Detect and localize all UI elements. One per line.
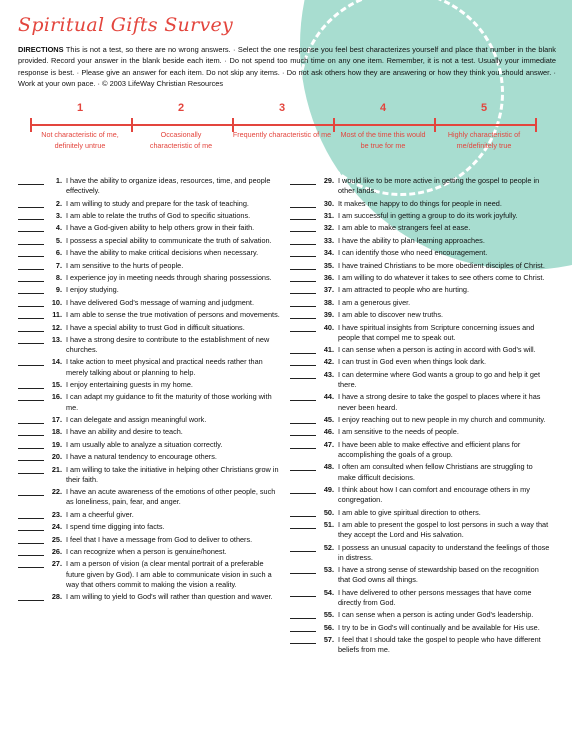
item-text: I am able to make strangers feel at ease. (338, 223, 471, 233)
item-text: I have a natural tendency to encourage others. (66, 452, 217, 462)
survey-item (18, 510, 280, 520)
answer-blank[interactable] (18, 448, 44, 449)
item-number: 34. (323, 248, 334, 258)
answer-blank[interactable] (18, 388, 44, 389)
item-text: I am successful in getting a group to do its work joyfully. (338, 210, 518, 220)
answer-blank[interactable] (18, 231, 44, 232)
item-text: I am attracted to people who are hurting. (338, 285, 470, 295)
item-number: 49. (323, 485, 334, 495)
item-text: I have the ability to plan learning approaches. (338, 235, 485, 245)
item-text: I experience joy in meeting needs through sharing possessions. (66, 272, 272, 282)
answer-blank[interactable] (290, 516, 316, 517)
item-text: I have an ability and desire to teach. (66, 427, 183, 437)
scale-number-3: 3 (278, 102, 286, 114)
survey-item (18, 248, 280, 258)
survey-item (290, 211, 552, 221)
item-number: 8. (55, 272, 62, 282)
survey-item (290, 520, 552, 540)
item-text: I am a person of vision (a clear mental portrait of a preferable future given by God). I am able to communicate vision in such a way that others commit to making the vision a reality. (66, 559, 272, 589)
item-number: 55. (323, 610, 334, 620)
item-text: I can delegate and assign meaningful work. (66, 415, 207, 425)
item-number: 48. (323, 462, 334, 472)
answer-blank[interactable] (18, 400, 44, 401)
survey-item (18, 236, 280, 246)
survey-item (18, 392, 280, 412)
survey-item (290, 635, 552, 655)
item-text: I often am consulted when fellow Christians are struggling to make difficult decisions. (338, 462, 533, 482)
survey-item (290, 370, 552, 390)
item-text: I can sense when a person is acting under God's leadership. (338, 610, 534, 620)
item-text: I have a God-given ability to help others grow in their faith. (66, 223, 255, 233)
item-number: 5. (55, 235, 62, 245)
item-text: I can identify those who need encouragement. (338, 248, 488, 258)
item-number: 41. (323, 345, 334, 355)
item-number: 27. (51, 559, 62, 569)
answer-blank[interactable] (290, 331, 316, 332)
item-text: I think about how I can comfort and encourage others in my congregation. (338, 485, 530, 505)
item-text: I am able to give spiritual direction to others. (338, 507, 481, 517)
item-text: I enjoy studying. (66, 285, 119, 295)
survey-item (18, 440, 280, 450)
scale-label-3: Frequently characteristic of me (232, 130, 332, 139)
item-number: 2. (55, 198, 62, 208)
answer-blank[interactable] (18, 219, 44, 220)
answer-blank[interactable] (18, 473, 44, 474)
item-number: 12. (51, 322, 62, 332)
survey-item (18, 522, 280, 532)
survey-item (18, 535, 280, 545)
survey-item (290, 236, 552, 246)
item-number: 47. (323, 439, 334, 449)
scale-label-4: Most of the time this would be true for me (340, 130, 426, 150)
answer-blank[interactable] (290, 528, 316, 529)
item-number: 11. (52, 310, 62, 320)
item-text: I can sense when a person is acting in accord with God's will. (338, 345, 536, 355)
answer-blank[interactable] (290, 400, 316, 401)
survey-item (290, 310, 552, 320)
item-text: I have a strong desire to take the gospel to places where it has never been heard. (338, 392, 541, 412)
item-number: 15. (51, 380, 62, 390)
item-number: 10. (51, 297, 62, 307)
item-text: I am a cheerful giver. (66, 509, 134, 519)
answer-blank[interactable] (290, 306, 316, 307)
answer-blank[interactable] (290, 435, 316, 436)
survey-item (290, 588, 552, 608)
answer-blank[interactable] (290, 573, 316, 574)
item-number: 42. (323, 357, 334, 367)
item-number: 20. (51, 452, 62, 462)
survey-item (18, 223, 280, 233)
item-text: I have spiritual insights from Scripture concerning issues and people that compel me to speak out. (338, 322, 535, 342)
item-text: I can adapt my guidance to fit the maturity of those working with me. (66, 392, 272, 412)
answer-blank[interactable] (18, 256, 44, 257)
item-text: I am willing to study and prepare for the task of teaching. (66, 198, 249, 208)
survey-item (18, 176, 280, 196)
item-text: I have a strong desire to contribute to the establishment of new churches. (66, 334, 270, 355)
survey-item (290, 345, 552, 355)
answer-blank[interactable] (290, 618, 316, 619)
scale-number-4: 4 (379, 102, 387, 114)
survey-item (290, 392, 552, 412)
item-number: 46. (323, 427, 334, 437)
item-number: 13. (51, 334, 62, 344)
answer-blank[interactable] (18, 281, 44, 282)
survey-item (18, 211, 280, 221)
item-number: 44. (323, 392, 334, 402)
answer-blank[interactable] (290, 244, 316, 245)
answer-blank[interactable] (290, 207, 316, 208)
item-number: 50. (323, 507, 334, 517)
item-text: I spend time digging into facts. (66, 522, 165, 532)
item-number: 9. (55, 285, 62, 295)
item-number: 24. (51, 522, 62, 532)
answer-blank[interactable] (18, 567, 44, 568)
item-text: I am able to relate the truths of God to specific situations. (66, 210, 251, 220)
answer-blank[interactable] (18, 460, 44, 461)
answer-blank[interactable] (290, 269, 316, 270)
survey-item (290, 357, 552, 367)
item-text: I am willing to yield to God's will rather than question and waver. (66, 592, 273, 602)
survey-item (290, 261, 552, 271)
item-number: 25. (51, 534, 62, 544)
item-number: 53. (323, 565, 334, 575)
item-number: 14. (51, 357, 62, 367)
answer-blank[interactable] (290, 219, 316, 220)
item-text: I am able to present the gospel to lost persons in such a way that they accept the Lord and His salvation. (338, 520, 549, 540)
answer-blank[interactable] (18, 293, 44, 294)
item-text: I am sensitive to the hurts of people. (66, 260, 184, 270)
answer-blank[interactable] (290, 493, 316, 494)
survey-item (18, 261, 280, 271)
scale-label-1: Not characteristic of me, definitely untrue (41, 130, 119, 150)
survey-item (18, 199, 280, 209)
answer-blank[interactable] (18, 318, 44, 319)
survey-item (290, 427, 552, 437)
directions-label: DIRECTIONS (18, 45, 64, 54)
item-number: 18. (51, 427, 62, 437)
item-text: I have the ability to organize ideas, resources, time, and people effectively. (66, 176, 271, 196)
answer-blank[interactable] (290, 596, 316, 597)
item-number: 3. (55, 210, 62, 220)
item-text: I am sensitive to the needs of people. (338, 427, 459, 437)
answer-blank[interactable] (290, 631, 316, 632)
answer-blank[interactable] (18, 269, 44, 270)
scale-label-5: Highly characteristic of me/definitely true (447, 130, 521, 150)
item-text: I enjoy reaching out to new people in my church and community. (338, 415, 546, 425)
survey-item (18, 310, 280, 320)
item-number: 33. (323, 235, 334, 245)
item-number: 16. (51, 392, 62, 402)
answer-blank[interactable] (290, 353, 316, 354)
item-text: I am willing to take the initiative in helping other Christians grow in their faith. (66, 464, 279, 484)
item-number: 43. (323, 369, 334, 379)
item-number: 32. (323, 223, 334, 233)
item-number: 51. (323, 520, 334, 530)
item-text: I have a special ability to trust God in difficult situations. (66, 322, 245, 332)
survey-item (290, 323, 552, 343)
item-text: I am usually able to analyze a situation correctly. (66, 439, 223, 449)
item-text: I am willing to do whatever it takes to see others come to Christ. (338, 272, 545, 282)
directions-text: This is not a test, so there are no wrong answers. · Select the one response you feel best characterizes yourself and place that number in the blank provided. Record your answer in the blank beside each item. · Do not spend too much time on any one item. Remember, it is not a test. Usually your immediate response is best. · Please give an answer for each item. Do not skip any items. · Do not ask others how they are answering or how they think you should answer. · Work at your own pace. · © 2003 LifeWay Christian Resources (18, 45, 556, 89)
item-text: I have delivered to other persons messages that have come directly from God. (338, 587, 532, 607)
item-number: 35. (323, 260, 334, 270)
items-column-left (18, 176, 280, 605)
item-text: I possess an unusual capacity to understand the feelings of those in distress. (338, 542, 550, 562)
scale-number-2: 2 (177, 102, 185, 114)
item-text: I can recognize when a person is genuine/honest. (66, 546, 227, 556)
survey-item (18, 415, 280, 425)
answer-blank[interactable] (18, 600, 44, 601)
item-number: 6. (55, 248, 62, 258)
answer-blank[interactable] (18, 518, 44, 519)
answer-blank[interactable] (290, 365, 316, 366)
survey-item (290, 285, 552, 295)
survey-item (18, 559, 280, 590)
survey-item (18, 452, 280, 462)
survey-item (18, 357, 280, 377)
item-number: 39. (323, 310, 334, 320)
survey-item (290, 623, 552, 633)
survey-item (290, 440, 552, 460)
rating-scale (30, 102, 540, 162)
answer-blank[interactable] (290, 318, 316, 319)
scale-number-5: 5 (480, 102, 488, 114)
answer-blank[interactable] (18, 331, 44, 332)
item-number: 29. (323, 176, 334, 185)
item-text: I have the ability to make critical decisions when necessary. (66, 248, 259, 258)
answer-blank[interactable] (18, 423, 44, 424)
item-text: I can trust in God even when things look dark. (338, 357, 487, 367)
answer-blank[interactable] (18, 495, 44, 496)
item-number: 57. (323, 635, 334, 645)
survey-item (290, 543, 552, 563)
item-number: 40. (323, 322, 334, 332)
survey-item (290, 508, 552, 518)
page-title: Spiritual Gifts Survey (18, 14, 234, 36)
answer-blank[interactable] (290, 448, 316, 449)
answer-blank[interactable] (290, 231, 316, 232)
item-number: 30. (323, 198, 334, 208)
answer-blank[interactable] (290, 256, 316, 257)
answer-blank[interactable] (290, 423, 316, 424)
survey-item (18, 427, 280, 437)
answer-blank[interactable] (18, 306, 44, 307)
item-text: I have been able to make effective and efficient plans for accomplishing the goals of a group. (338, 439, 521, 460)
answer-blank[interactable] (18, 207, 44, 208)
item-number: 56. (323, 622, 334, 632)
survey-item (290, 248, 552, 258)
survey-item (290, 462, 552, 482)
survey-item (18, 335, 280, 355)
survey-item (290, 415, 552, 425)
item-text: I have trained Christians to be more obedient disciples of Christ. (338, 260, 545, 270)
item-number: 38. (323, 297, 334, 307)
survey-item (290, 223, 552, 233)
answer-blank[interactable] (18, 543, 44, 544)
survey-item (290, 176, 552, 196)
answer-blank[interactable] (290, 378, 316, 379)
item-text: I feel that I have a message from God to deliver to others. (66, 534, 253, 544)
item-text: I have delivered God's message of warning and judgment. (66, 297, 254, 307)
item-number: 36. (323, 272, 334, 282)
item-text: I have a strong sense of stewardship based on the recognition that God owns all things. (338, 565, 539, 585)
item-number: 17. (51, 415, 62, 425)
answer-blank[interactable] (290, 551, 316, 552)
item-number: 26. (51, 546, 62, 556)
survey-item (290, 485, 552, 505)
item-number: 52. (323, 542, 334, 552)
survey-item (18, 465, 280, 485)
survey-item (290, 199, 552, 209)
answer-blank[interactable] (18, 184, 44, 185)
item-text: I possess a special ability to communicate the truth of salvation. (66, 235, 272, 245)
answer-blank[interactable] (18, 244, 44, 245)
item-text: I am able to discover new truths. (338, 310, 444, 320)
item-number: 4. (55, 223, 62, 233)
answer-blank[interactable] (290, 470, 316, 471)
item-text: I would like to be more active in getting the gospel to people in other lands. (338, 176, 540, 196)
scale-label-2: Occasionally characteristic of me (149, 130, 213, 150)
answer-blank[interactable] (290, 293, 316, 294)
answer-blank[interactable] (18, 435, 44, 436)
answer-blank[interactable] (18, 530, 44, 531)
item-text: I have an acute awareness of the emotions of other people, such as loneliness, pain, fear, and anger. (66, 487, 276, 507)
survey-item (290, 565, 552, 585)
answer-blank[interactable] (18, 555, 44, 556)
scale-line (30, 124, 536, 126)
item-text: I take action to meet physical and practical needs rather than merely talking about or planning to help. (66, 357, 263, 377)
item-text: I feel that I should take the gospel to people who have different beliefs from me. (338, 635, 541, 655)
survey-item (18, 380, 280, 390)
survey-item (18, 487, 280, 507)
item-number: 22. (51, 487, 62, 497)
survey-item (18, 273, 280, 283)
answer-blank[interactable] (290, 184, 316, 185)
survey-item (18, 298, 280, 308)
item-number: 21. (51, 464, 62, 474)
item-text: I am a generous giver. (338, 297, 411, 307)
item-number: 19. (51, 439, 62, 449)
survey-item (18, 285, 280, 295)
item-number: 1. (55, 176, 62, 185)
answer-blank[interactable] (290, 281, 316, 282)
item-text: I can determine where God wants a group to go and help it get there. (338, 369, 541, 390)
item-text: I enjoy entertaining guests in my home. (66, 380, 193, 390)
item-text: I am able to sense the true motivation of persons and movements. (66, 310, 280, 320)
item-number: 54. (323, 587, 334, 597)
survey-item (18, 592, 280, 602)
item-number: 28. (51, 592, 62, 602)
scale-number-1: 1 (76, 102, 84, 114)
directions (18, 44, 556, 90)
survey-item (290, 610, 552, 620)
items-column-right (290, 176, 552, 658)
item-number: 37. (323, 285, 334, 295)
item-number: 45. (323, 415, 334, 425)
survey-item (290, 298, 552, 308)
item-text: It makes me happy to do things for people in need. (338, 198, 502, 208)
item-number: 23. (51, 509, 62, 519)
answer-blank[interactable] (18, 343, 44, 344)
item-number: 31. (323, 210, 334, 220)
answer-blank[interactable] (290, 643, 316, 644)
item-number: 7. (55, 260, 62, 270)
survey-item (290, 273, 552, 283)
answer-blank[interactable] (18, 365, 44, 366)
survey-item (18, 323, 280, 333)
survey-item (18, 547, 280, 557)
item-text: I try to be in God's will continually and be available for His use. (338, 622, 540, 632)
